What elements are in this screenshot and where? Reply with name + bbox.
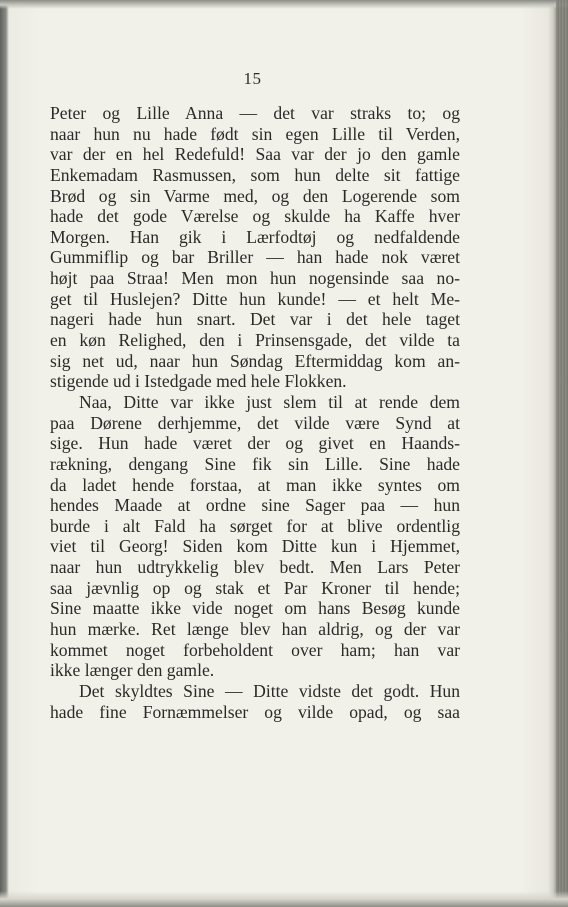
text-line: hade det gode Værelse og skulde ha Kaffe hver [50, 206, 460, 227]
text-line: Gummiflip og bar Briller — han hade nok været [50, 247, 460, 268]
text-line: kommet noget forbeholdent over ham; han var [50, 639, 460, 660]
text-line: hade fine Fornæmmelser og vilde opad, og saa [50, 701, 460, 722]
text-line: Peter og Lille Anna — det var straks to; og [50, 103, 460, 123]
body-text [50, 103, 460, 722]
text-line: burde i alt Fald ha sørget for at blive ordentlig [50, 515, 460, 536]
text-line: Sine maatte ikke vide noget om hans Besøg kunde [50, 598, 460, 619]
text-line: naar hun nu hade født sin egen Lille til Verden, [50, 123, 460, 144]
bottom-edge-shadow [0, 891, 568, 907]
text-line: viet til Georg! Siden kom Ditte kun i Hjemmet, [50, 536, 460, 557]
text-line: nageri hade hun snart. Det var i det hele taget [50, 309, 460, 330]
page-number: 15 [243, 69, 262, 88]
text-line: get til Huslejen? Ditte hun kunde! — et helt Me- [50, 288, 460, 309]
text-line: var der en hel Redefuld! Saa var der jo den gamle [50, 144, 460, 165]
text-line: højt paa Straa! Men mon hun nogensinde saa no- [50, 268, 460, 289]
text-line: Det skyldtes Sine — Ditte vidste det godt. Hun [79, 680, 460, 701]
text-line: hun mærke. Ret længe blev han aldrig, og der var [50, 619, 460, 640]
text-line: Brød og sin Varme med, og den Logerende som [50, 185, 460, 206]
text-line: sig net ud, naar hun Søndag Eftermiddag kom an- [50, 350, 460, 371]
text-line: naar hun udtrykkelig blev bedt. Men Lars Peter [50, 557, 460, 578]
text-line: hendes Maade at ordne sine Sager paa — hun [50, 495, 460, 516]
text-line: Enkemadam Rasmussen, som hun delte sit fattige [50, 164, 460, 185]
text-line: stigende ud i Istedgade med hele Flokken. [50, 371, 347, 392]
text-line: paa Dørene derhjemme, det vilde være Synd at [50, 412, 460, 433]
text-line: ikke længer den gamle. [50, 660, 215, 681]
text-line: rækning, dengang Sine fik sin Lille. Sine hade [50, 453, 460, 474]
page-edge-stack [556, 0, 568, 907]
text-line: da ladet hende forstaa, at man ikke syntes om [50, 474, 460, 495]
text-line: saa jævnlig op og stak et Par Kroner til hende; [50, 577, 460, 598]
text-line: en køn Relighed, den i Prinsensgade, det vilde ta [50, 330, 460, 351]
text-line: sige. Hun hade været der og givet en Haands- [50, 433, 460, 454]
top-edge-shadow [0, 0, 568, 9]
text-line: Naa, Ditte var ikke just slem til at rende dem [79, 391, 460, 412]
text-line: Morgen. Han gik i Lærfodtøj og nedfaldende [50, 226, 460, 247]
